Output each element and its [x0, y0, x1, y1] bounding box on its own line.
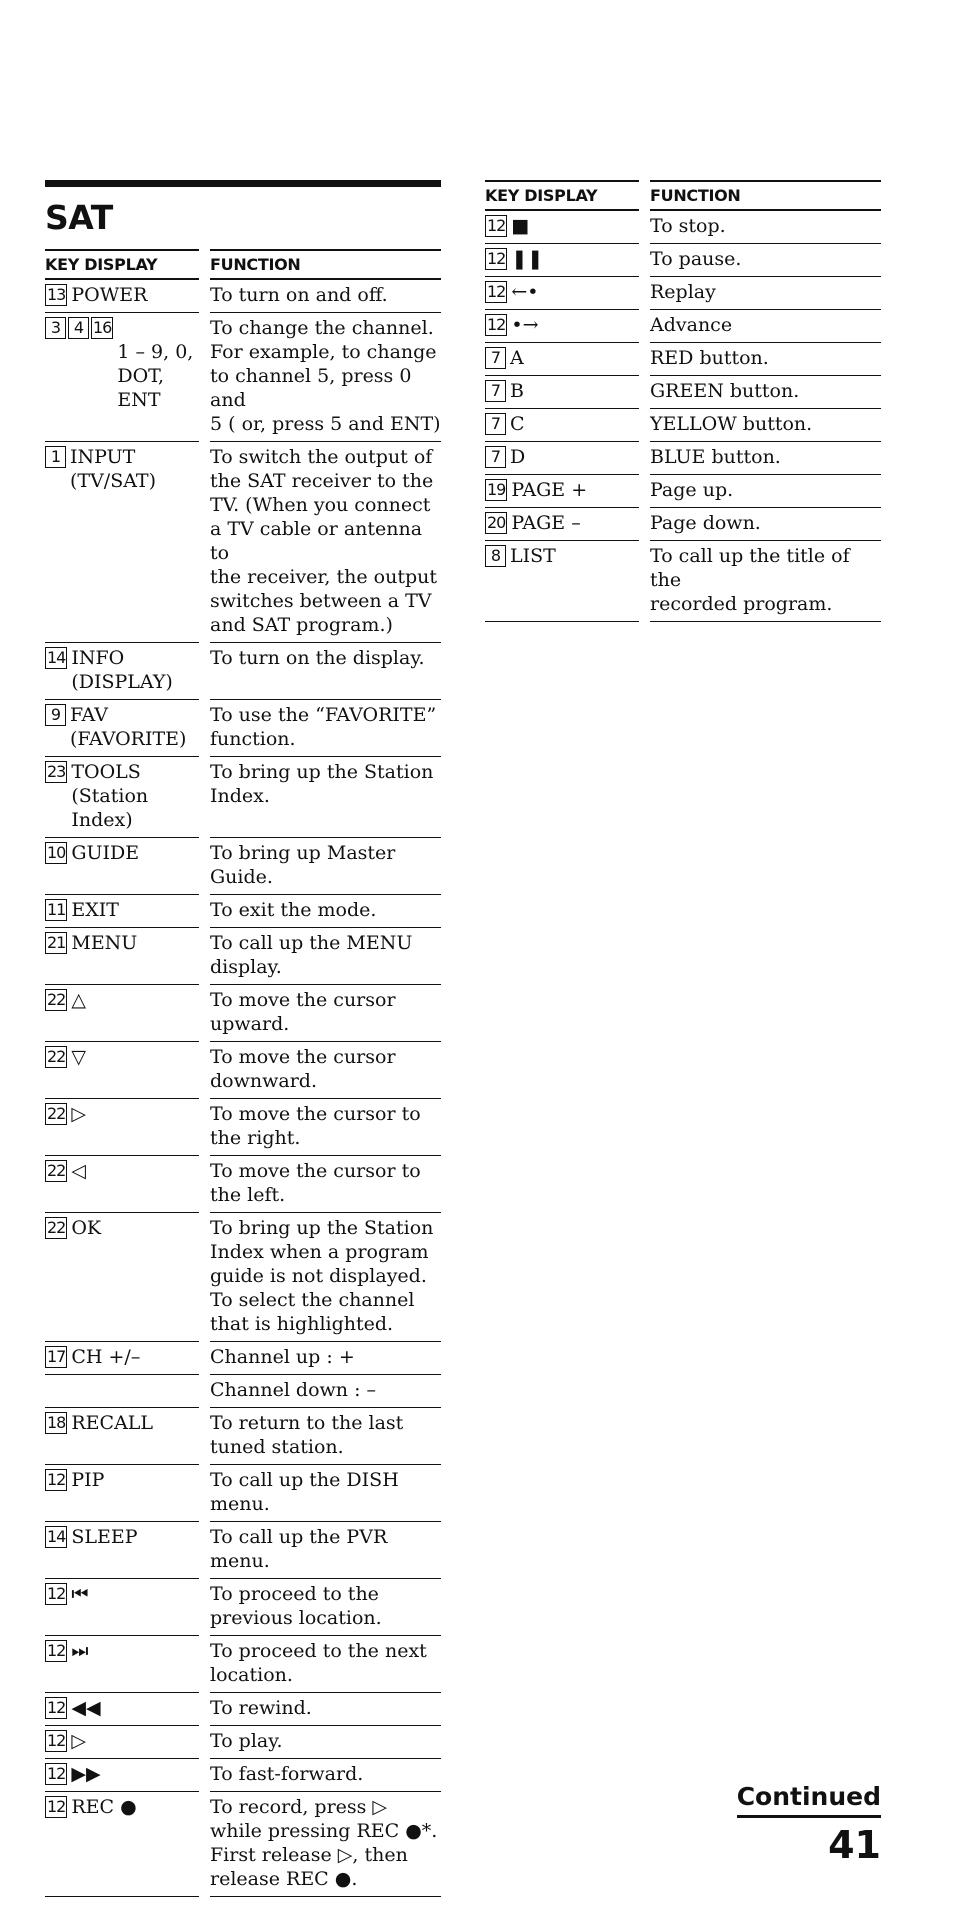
key-display — [45, 1762, 199, 1786]
key-name: REC ● — [71, 1796, 137, 1818]
key-name: •→ — [511, 314, 539, 336]
key-name: LIST — [510, 545, 556, 567]
callout-numbers — [485, 346, 508, 369]
key-display-cell — [45, 1408, 199, 1465]
callout-number-box: 11 — [47, 900, 66, 919]
function-description: BLUE button. — [650, 442, 881, 475]
key-name: ⏭ — [71, 1640, 89, 1662]
key-name: C — [510, 413, 525, 435]
callout-numbers — [485, 445, 508, 468]
table-row — [45, 1042, 441, 1099]
callout-number-box: 7 — [485, 446, 506, 468]
callout-numbers — [45, 760, 69, 783]
table-row — [45, 1522, 441, 1579]
key-display-cell — [485, 442, 639, 475]
callout-numbers — [45, 1696, 69, 1719]
table-row — [45, 1693, 441, 1726]
table-row — [485, 541, 881, 622]
key-display-cell — [45, 1522, 199, 1579]
key-name: ◀◀ — [71, 1697, 101, 1719]
key-display-cell — [45, 895, 199, 928]
key-display-cell — [45, 313, 199, 442]
table-row — [485, 244, 881, 277]
table-row — [45, 985, 441, 1042]
key-display — [45, 1582, 199, 1606]
key-display — [45, 1525, 199, 1549]
table-header — [485, 180, 881, 211]
key-display — [485, 412, 639, 436]
callout-number-box: 12 — [47, 1731, 66, 1750]
key-display — [485, 544, 639, 568]
key-display — [45, 1795, 199, 1819]
function-description: To proceed to the next location. — [210, 1636, 441, 1693]
callout-number-box: 12 — [47, 1641, 66, 1660]
key-display-cell — [485, 277, 639, 310]
key-display — [45, 1102, 199, 1126]
key-display-cell — [45, 1726, 199, 1759]
callout-number-box: 12 — [47, 1698, 66, 1717]
function-description: Advance — [650, 310, 881, 343]
key-display-cell — [45, 280, 199, 313]
key-display-header: KEY DISPLAY — [485, 180, 639, 211]
key-display — [45, 1216, 199, 1240]
callout-number-box: 14 — [47, 648, 66, 667]
callout-numbers — [45, 703, 68, 726]
callout-numbers — [45, 931, 69, 954]
callout-number-box: 10 — [47, 843, 66, 862]
key-display — [45, 988, 199, 1012]
function-description: To pause. — [650, 244, 881, 277]
callout-number-box: 1 — [45, 446, 66, 468]
callout-numbers — [45, 283, 69, 306]
callout-number-box: 22 — [47, 1218, 66, 1237]
callout-numbers — [45, 1216, 69, 1239]
key-name: CH +/– — [71, 1346, 141, 1368]
function-description: RED button. — [650, 343, 881, 376]
callout-number-box: 16 — [93, 318, 112, 337]
function-header: FUNCTION — [650, 180, 881, 211]
key-display-cell — [45, 1759, 199, 1792]
function-description: To stop. — [650, 211, 881, 244]
callout-numbers — [485, 544, 508, 567]
table-row — [45, 928, 441, 985]
key-display-cell — [45, 1156, 199, 1213]
key-name: A — [510, 347, 524, 369]
table-row — [45, 895, 441, 928]
function-description: To move the cursor upward. — [210, 985, 441, 1042]
table-row — [45, 700, 441, 757]
key-display-cell — [45, 1693, 199, 1726]
key-display — [45, 1729, 199, 1753]
callout-number-box: 20 — [487, 513, 506, 532]
callout-numbers — [45, 898, 69, 921]
key-name: B — [510, 380, 524, 402]
function-description: To change the channel. For example, to change to channel 5, press 0 and 5 ( or, press 5 and ENT) — [210, 313, 441, 442]
function-description: GREEN button. — [650, 376, 881, 409]
key-name: PAGE – — [511, 512, 581, 534]
callout-number-box: 21 — [47, 933, 66, 952]
key-display — [485, 445, 639, 469]
callout-numbers — [485, 478, 509, 501]
key-display — [485, 346, 639, 370]
table-row — [485, 376, 881, 409]
key-name: PIP — [71, 1469, 105, 1491]
key-display-cell — [45, 838, 199, 895]
table-row — [485, 277, 881, 310]
key-display-cell — [45, 928, 199, 985]
callout-number-box: 7 — [485, 413, 506, 435]
key-display — [485, 313, 639, 337]
table-row — [45, 1726, 441, 1759]
key-name: ▶▶ — [71, 1763, 101, 1785]
callout-numbers — [45, 646, 69, 669]
function-header: FUNCTION — [210, 249, 441, 280]
key-name: 1 – 9, 0, DOT, ENT — [117, 341, 194, 411]
key-display-cell — [45, 1579, 199, 1636]
key-display — [485, 214, 639, 238]
callout-number-box: 9 — [45, 704, 66, 726]
table-row — [45, 442, 441, 643]
callout-number-box: 12 — [487, 315, 506, 334]
key-name: EXIT — [71, 899, 119, 921]
table-row — [485, 211, 881, 244]
key-name: △ — [71, 989, 86, 1011]
callout-number-box: 17 — [47, 1347, 66, 1366]
table-row — [45, 1792, 441, 1897]
function-description: To switch the output of the SAT receiver to the TV. (When you connect a TV cable or antenna to the receiver, the output switches between a TV and SAT program.) — [210, 442, 441, 643]
key-display-cell — [45, 757, 199, 838]
callout-numbers — [485, 511, 509, 534]
function-description: To return to the last tuned station. — [210, 1408, 441, 1465]
function-description: YELLOW button. — [650, 409, 881, 442]
key-display — [485, 511, 639, 535]
callout-numbers — [485, 379, 508, 402]
function-description: Page down. — [650, 508, 881, 541]
key-display — [45, 1696, 199, 1720]
callout-numbers — [485, 214, 509, 237]
function-description: To play. — [210, 1726, 441, 1759]
callout-numbers — [45, 988, 69, 1011]
key-display — [45, 1411, 199, 1435]
callout-number-box: 12 — [487, 216, 506, 235]
key-display-cell — [485, 244, 639, 277]
key-display — [45, 1639, 199, 1663]
key-display-cell — [45, 1042, 199, 1099]
key-display-header: KEY DISPLAY — [45, 249, 199, 280]
table-row — [45, 1579, 441, 1636]
key-display-cell — [485, 343, 639, 376]
callout-numbers — [45, 1795, 69, 1818]
key-name: ❚❚ — [511, 248, 544, 270]
key-display — [485, 379, 639, 403]
left-column — [45, 180, 441, 1897]
function-description: To rewind. — [210, 1693, 441, 1726]
key-display — [45, 646, 199, 694]
table-row — [45, 1759, 441, 1792]
key-name: MENU — [71, 932, 138, 954]
function-description: Page up. — [650, 475, 881, 508]
table-row — [485, 409, 881, 442]
callout-numbers — [45, 1525, 69, 1548]
key-display — [45, 1159, 199, 1183]
callout-numbers — [45, 1102, 69, 1125]
key-name: SLEEP — [71, 1526, 138, 1548]
callout-number-box: 12 — [47, 1764, 66, 1783]
key-name: OK — [71, 1217, 102, 1239]
function-description: To bring up Master Guide. — [210, 838, 441, 895]
callout-number-box: 12 — [47, 1797, 66, 1816]
function-description: To move the cursor to the left. — [210, 1156, 441, 1213]
function-description: To bring up the Station Index. — [210, 757, 441, 838]
callout-number-box: 22 — [47, 1104, 66, 1123]
key-display-cell — [45, 1636, 199, 1693]
callout-numbers — [45, 1639, 69, 1662]
function-description: To fast-forward. — [210, 1759, 441, 1792]
callout-number-box: 8 — [485, 545, 506, 567]
key-display-cell — [45, 1213, 199, 1342]
function-description: To turn on and off. — [210, 280, 441, 313]
function-description: To move the cursor downward. — [210, 1042, 441, 1099]
callout-numbers — [45, 316, 115, 339]
table-body — [485, 211, 881, 622]
key-display-cell — [45, 1342, 199, 1375]
table-row — [485, 343, 881, 376]
key-name: ⏮ — [71, 1583, 89, 1605]
key-display-cell — [485, 310, 639, 343]
page-number: 41 — [828, 1823, 881, 1867]
callout-numbers — [45, 1159, 69, 1182]
key-display-cell — [485, 508, 639, 541]
table-row — [485, 508, 881, 541]
callout-number-box: 22 — [47, 990, 66, 1009]
callout-numbers — [45, 1729, 69, 1752]
key-name: GUIDE — [71, 842, 140, 864]
callout-numbers — [485, 247, 509, 270]
key-name: POWER — [71, 284, 148, 306]
key-display — [45, 760, 199, 832]
callout-numbers — [485, 280, 509, 303]
table-header — [45, 249, 441, 280]
table-row — [45, 1213, 441, 1342]
continued-label: Continued — [737, 1781, 881, 1818]
callout-number-box: 12 — [487, 282, 506, 301]
key-display — [485, 478, 639, 502]
key-name: RECALL — [71, 1412, 154, 1434]
table-row — [485, 442, 881, 475]
table-row — [45, 1375, 441, 1408]
key-table-left — [45, 249, 441, 1897]
callout-number-box: 14 — [47, 1527, 66, 1546]
key-display — [45, 1468, 199, 1492]
table-row — [45, 1156, 441, 1213]
table-row — [45, 313, 441, 442]
callout-numbers — [45, 1582, 69, 1605]
key-display-cell — [485, 475, 639, 508]
key-name: ▷ — [71, 1730, 86, 1752]
key-name: D — [510, 446, 526, 468]
table-row — [45, 838, 441, 895]
table-row — [45, 280, 441, 313]
callout-numbers — [45, 445, 68, 468]
function-description: To record, press ▷ while pressing REC ●*. First release ▷, then release REC ●. — [210, 1792, 441, 1897]
table-row — [45, 757, 441, 838]
key-display — [485, 280, 639, 304]
table-row — [45, 1342, 441, 1375]
key-display — [45, 703, 199, 751]
table-row — [45, 1636, 441, 1693]
key-table-right — [485, 180, 881, 622]
function-description: To move the cursor to the right. — [210, 1099, 441, 1156]
right-column — [485, 180, 881, 622]
table-body — [45, 280, 441, 1897]
callout-number-box: 12 — [47, 1584, 66, 1603]
table-row — [45, 1099, 441, 1156]
function-description: To call up the DISH menu. — [210, 1465, 441, 1522]
key-display — [45, 316, 199, 412]
key-name: ▷ — [71, 1103, 86, 1125]
callout-number-box: 3 — [45, 317, 66, 339]
function-description: Replay — [650, 277, 881, 310]
key-display-cell — [45, 442, 199, 643]
section-rule — [45, 180, 441, 187]
callout-number-box: 4 — [68, 317, 89, 339]
function-description: To proceed to the previous location. — [210, 1579, 441, 1636]
section-title: SAT — [45, 198, 113, 237]
callout-numbers — [485, 412, 508, 435]
table-row — [45, 1408, 441, 1465]
key-display-cell — [485, 541, 639, 622]
callout-number-box: 7 — [485, 380, 506, 402]
callout-numbers — [45, 1411, 69, 1434]
function-description: To bring up the Station Index when a program guide is not displayed. To select the channel that is highlighted. — [210, 1213, 441, 1342]
table-row — [485, 475, 881, 508]
callout-number-box: 12 — [487, 249, 506, 268]
key-name: FAV (FAVORITE) — [70, 704, 187, 750]
key-display — [45, 283, 199, 307]
function-description: To call up the MENU display. — [210, 928, 441, 985]
callout-number-box: 13 — [47, 285, 66, 304]
function-description: To exit the mode. — [210, 895, 441, 928]
key-display-cell — [45, 1792, 199, 1897]
table-row — [45, 643, 441, 700]
key-display — [485, 247, 639, 271]
function-description: To call up the title of the recorded program. — [650, 541, 881, 622]
function-description: To use the “FAVORITE” function. — [210, 700, 441, 757]
key-name: ■ — [511, 215, 530, 237]
key-display-cell — [45, 985, 199, 1042]
key-name: ←• — [511, 281, 539, 303]
key-display — [45, 445, 199, 493]
callout-number-box: 23 — [47, 762, 66, 781]
key-display-cell — [45, 1375, 199, 1408]
callout-number-box: 12 — [47, 1470, 66, 1489]
callout-numbers — [485, 313, 509, 336]
callout-numbers — [45, 1468, 69, 1491]
key-display-cell — [45, 1465, 199, 1522]
key-name: ◁ — [71, 1160, 86, 1182]
key-display-cell — [45, 700, 199, 757]
callout-number-box: 22 — [47, 1161, 66, 1180]
callout-number-box: 7 — [485, 347, 506, 369]
callout-number-box: 19 — [487, 480, 506, 499]
table-row — [485, 310, 881, 343]
function-description: Channel up : + — [210, 1342, 441, 1375]
key-display-cell — [485, 409, 639, 442]
key-display — [45, 931, 199, 955]
callout-number-box: 22 — [47, 1047, 66, 1066]
key-display-cell — [485, 376, 639, 409]
key-name: INFO (DISPLAY) — [71, 647, 173, 693]
key-display — [45, 898, 199, 922]
callout-numbers — [45, 841, 69, 864]
key-name: ▽ — [71, 1046, 86, 1068]
key-name: TOOLS (Station Index) — [71, 761, 149, 831]
key-display — [45, 1345, 199, 1369]
function-description: To turn on the display. — [210, 643, 441, 700]
key-display-cell — [485, 211, 639, 244]
callout-numbers — [45, 1045, 69, 1068]
key-display — [45, 841, 199, 865]
callout-numbers — [45, 1345, 69, 1368]
key-display-cell — [45, 1099, 199, 1156]
key-name: INPUT (TV/SAT) — [70, 446, 156, 492]
table-row — [45, 1465, 441, 1522]
function-description: To call up the PVR menu. — [210, 1522, 441, 1579]
function-description: Channel down : – — [210, 1375, 441, 1408]
key-name: PAGE + — [511, 479, 588, 501]
key-display — [45, 1045, 199, 1069]
callout-number-box: 18 — [47, 1413, 66, 1432]
key-display-cell — [45, 643, 199, 700]
callout-numbers — [45, 1762, 69, 1785]
